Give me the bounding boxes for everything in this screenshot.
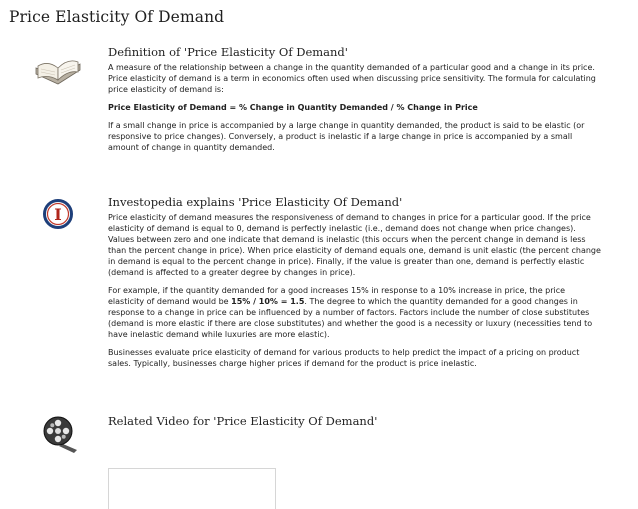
- video-player[interactable]: [108, 468, 276, 509]
- definition-section: [108, 45, 602, 160]
- film-reel-icon: [41, 414, 81, 454]
- formula-text: Price Elasticity of Demand = % Change in Quantity Demanded / % Change in Price: [108, 103, 478, 112]
- video-heading: Related Video for 'Price Elasticity Of Demand': [108, 414, 378, 428]
- explains-paragraph-3: Businesses evaluate price elasticity of demand for various products to help predict the impact of a pricing on product sales. Typically, businesses charge higher prices if demand for the product is price inelastic.: [108, 348, 580, 368]
- explains-heading: Investopedia explains 'Price Elasticity Of Demand': [108, 195, 403, 209]
- page-title: Price Elasticity Of Demand: [9, 8, 225, 26]
- definition-heading: Definition of 'Price Elasticity Of Demand': [108, 45, 348, 59]
- open-book-icon: [32, 54, 84, 90]
- example-calculation: 15% / 10% = 1.5: [231, 297, 305, 306]
- definition-paragraph: A measure of the relationship between a change in the quantity demanded of a particular good and a change in its price. Price elasticity of demand is a term in economics often used when discussing price sensitivity. The formula for calculating price elasticity of demand is:: [108, 63, 596, 94]
- explains-section: [108, 195, 602, 376]
- investopedia-logo-icon: [43, 199, 73, 229]
- video-section: [108, 414, 602, 431]
- elastic-paragraph: If a small change in price is accompanied by a large change in quantity demanded, the product is said to be elastic (or responsive to price changes). Conversely, a product is inelastic if a large change in price is accompanied by a small amount of change in quantity demanded.: [108, 121, 585, 152]
- explains-paragraph-1: Price elasticity of demand measures the responsiveness of demand to changes in price for a particular good. If the price elasticity of demand is equal to 0, demand is perfectly inelastic (i.e., demand does not change when price changes). Values between zero and one indicate that demand is inelastic (this occurs when the percent change in demand is less than the percent change in price). When price elasticity of demand equals one, demand is unit elastic (the percent change in demand is equal to the percent change in price). Finally, if the value is greater than one, demand is perfectly elastic (demand is affected to a greater degree by changes in price).: [108, 213, 601, 277]
- logo-letter: I: [54, 205, 62, 224]
- explains-paragraph-2: For example, if the quantity demanded for a good increases 15% in response to a 10% increase in price, the price elasticity of demand would be 15% / 10% = 1.5. The degree to which the quantity demanded for a good changes in response to a change in price can be influenced by a number of factors. Factors include the number of close substitutes (demand is more elastic if there are close substitutes) and whether the good is a necessity or luxury (necessities tend to have inelastic demand while luxuries are more elastic).: [108, 286, 593, 339]
